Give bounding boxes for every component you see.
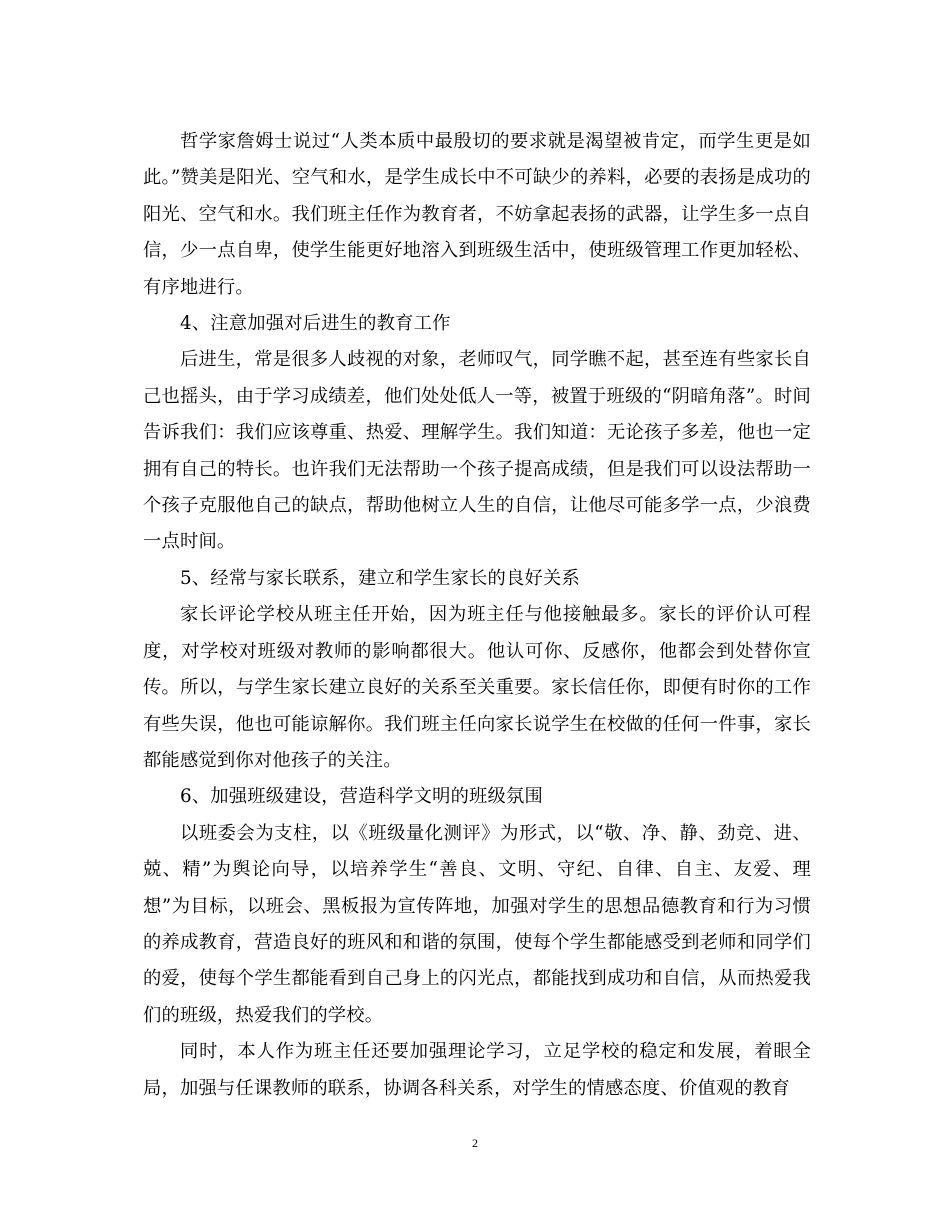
paragraph-theory-study: 同时，本人作为班主任还要加强理论学习，立足学校的稳定和发展，着眼全局，加强与任课教师的联系，协调各科关系，对学生的情感态度、价值观的教育 [143,1041,811,1099]
paragraph-praise: 哲学家詹姆士说过“人类本质中最殷切的要求就是渴望被肯定，而学生更是如此。”赞美是阳光、空气和水，是学生成长中不可缺少的养料，必要的表扬是成功的阳光、空气和水。我们班主任作为教育者，不妨拿起表扬的武器，让学生多一点自信，少一点自卑，使学生能更好地溶入到班级生活中，使班级管理工作更加轻松、有序地进行。 [143,131,811,298]
heading-section-5: 5、经常与家长联系，建立和学生家长的良好关系 [180,567,580,589]
paragraph-class-building: 以班委会为支柱，以《班级量化测评》为形式，以“敬、净、静、劲竞、进、兢、精”为舆论向导，以培养学生“善良、文明、守纪、自律、自主、友爱、理想”为目标，以班会、黑板报为宣传阵地，加强对学生的思想品德教育和行为习惯的养成教育，营造良好的班风和和谐的氛围，使每个学生都能感受到老师和同学们的爱，使每个学生都能看到自己身上的闪光点，都能找到成功和自信，从而热爱我们的班级，热爱我们的学校。 [143,822,811,1026]
heading-section-6: 6、加强班级建设，营造科学文明的班级氛围 [180,786,543,808]
paragraph-struggling-students: 后进生，常是很多人歧视的对象，老师叹气，同学瞧不起，甚至连有些家长自己也摇头，由于学习成绩差，他们处处低人一等，被置于班级的“阴暗角落”。时间告诉我们：我们应该尊重、热爱、理解学生。我们知道：无论孩子多差，他也一定拥有自己的特长。也许我们无法帮助一个孩子提高成绩，但是我们可以设法帮助一个孩子克服他自己的缺点，帮助他树立人生的自信，让他尽可能多学一点，少浪费一点时间。 [143,349,811,553]
paragraph-parents: 家长评论学校从班主任开始，因为班主任与他接触最多。家长的评价认可程度，对学校对班级对教师的影响都很大。他认可你、反感你，他都会到处替你宣传。所以，与学生家长建立良好的关系至关重要。家长信任你，即便有时你的工作有些失误，他也可能谅解你。我们班主任向家长说学生在校做的任何一件事，家长都能感觉到你对他孩子的关注。 [143,604,811,771]
page-number: 2 [472,1136,478,1150]
document-body [143,124,811,1107]
heading-section-4: 4、注意加强对后进生的教育工作 [180,313,451,335]
